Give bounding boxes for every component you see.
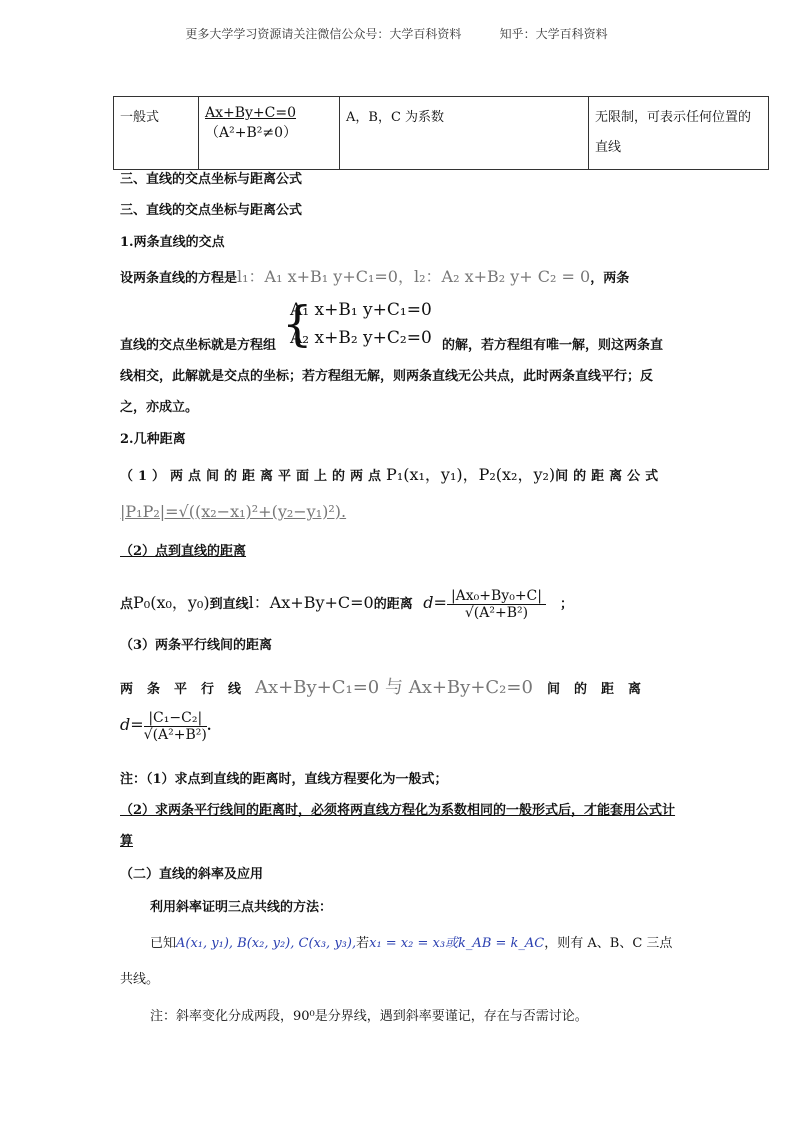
parallel-lines-eq: Ax+By+C₁=0 与 Ax+By+C₂=0 [255, 677, 533, 698]
point-line-distance-line: 点P₀(x₀，y₀)到直线l：Ax+By+C=0的距离 d= $\frac{\text{|Ax₀+By₀+C|}}{\text{√(A²+B²)}}$ ； [120, 588, 573, 621]
two-point-distance-formula: |P₁P₂|=√((x₂−x₁)²+(y₂−y₁)²). [120, 502, 347, 521]
slope-method-title: 利用斜率证明三点共线的方法： [150, 900, 333, 915]
parallel-distance-title: （3）两条平行线间的距离 [120, 638, 273, 653]
subsection-heading: 2.几种距离 [120, 432, 186, 447]
line-form-table [113, 96, 769, 170]
parallel-distance-fraction: $\frac{\text{|C₁−C₂|}}{\text{√(A²+B²)}}$ [143, 710, 207, 743]
section-heading: 三、直线的交点坐标与距离公式 [120, 203, 303, 218]
general-formula: Ax+By+C=0 [205, 105, 297, 121]
form-name-cell: 一般式 [114, 97, 199, 170]
page-header: 更多大学学习资源请关注微信公众号：大学百科资料 知乎：大学百科资料 [185, 27, 608, 41]
section-heading: 三、直线的交点坐标与距离公式 [120, 172, 303, 187]
collinear-paragraph: 已知A(x₁, y₁), B(x₂, y₂), C(x₃, y₃),若x₁ = x₂ = x₃或k_AB = k_AC，则有 A、B、C 三点共线。 [120, 936, 673, 987]
note-2: （2）求两条平行线间的距离时，必须将两直线方程化为系数相同的一般形式后，才能套用公式计算 [120, 803, 676, 849]
intersection-paragraph: 直线的交点坐标就是方程组 的解，若方程组有唯一解，则这两条直线相交，此解就是交点的坐标；若方程组无解，则两条直线无公共点，此时两条直线平行；反之，亦成立。 [120, 338, 664, 415]
coefficient-cell: A，B，C 为系数 [340, 97, 589, 170]
three-points: A(x₁, y₁), B(x₂, y₂), C(x₃, y₃), [176, 936, 357, 951]
subsection-heading: 1.两条直线的交点 [120, 235, 225, 250]
formula-condition: （A²+B²≠0） [205, 125, 297, 141]
note-1: 注：（1）求点到直线的距离时，直线方程要化为一般式； [120, 772, 448, 787]
intro-line: 设两条直线的方程是l₁：A₁ x+B₁ y+C₁=0，l₂：A₂ x+B₂ y+ C₂ = 0，两条 [120, 267, 630, 286]
slope-section-heading: （二）直线的斜率及应用 [120, 867, 264, 882]
system-equation-2: A₂ x+B₂ y+C₂=0 [290, 328, 432, 348]
table-row [114, 97, 769, 170]
point-line-distance-fraction: $\frac{\text{|Ax₀+By₀+C|}}{\text{√(A²+B²)}}$ [447, 588, 546, 621]
point-p0: P₀(x₀，y₀) [133, 593, 210, 612]
note-3: 注：斜率变化分成两段，90⁰是分界线，遇到斜率要谨记，存在与否需讨论。 [150, 1009, 588, 1024]
point-pair: P₁(x₁，y₁)，P₂(x₂，y₂) [386, 465, 556, 484]
formula-cell [199, 97, 340, 170]
two-point-distance-line: （1）两点间的距离平面上的两点P₁(x₁，y₁)，P₂(x₂，y₂)间的距离公式 [120, 465, 664, 484]
point-line-distance-title: （2）点到直线的距离 [120, 544, 247, 559]
restriction-cell: 无限制，可表示任何位置的直线 [589, 97, 769, 170]
system-brace: { [282, 296, 313, 352]
line-l: l：Ax+By+C=0 [248, 593, 374, 612]
two-line-equations: l₁：A₁ x+B₁ y+C₁=0，l₂：A₂ x+B₂ y+ C₂ = 0 [237, 267, 591, 286]
parallel-distance-line: 两条平行线Ax+By+C₁=0 与 Ax+By+C₂=0 间的距离 [120, 677, 655, 698]
system-equation-1: A₁ x+B₁ y+C₁=0 [290, 300, 432, 320]
parallel-distance-formula: d= $\frac{\text{|C₁−C₂|}}{\text{√(A²+B²)}}$ . [120, 710, 212, 743]
collinear-condition: x₁ = x₂ = x₃或k_AB = k_AC [369, 936, 545, 951]
